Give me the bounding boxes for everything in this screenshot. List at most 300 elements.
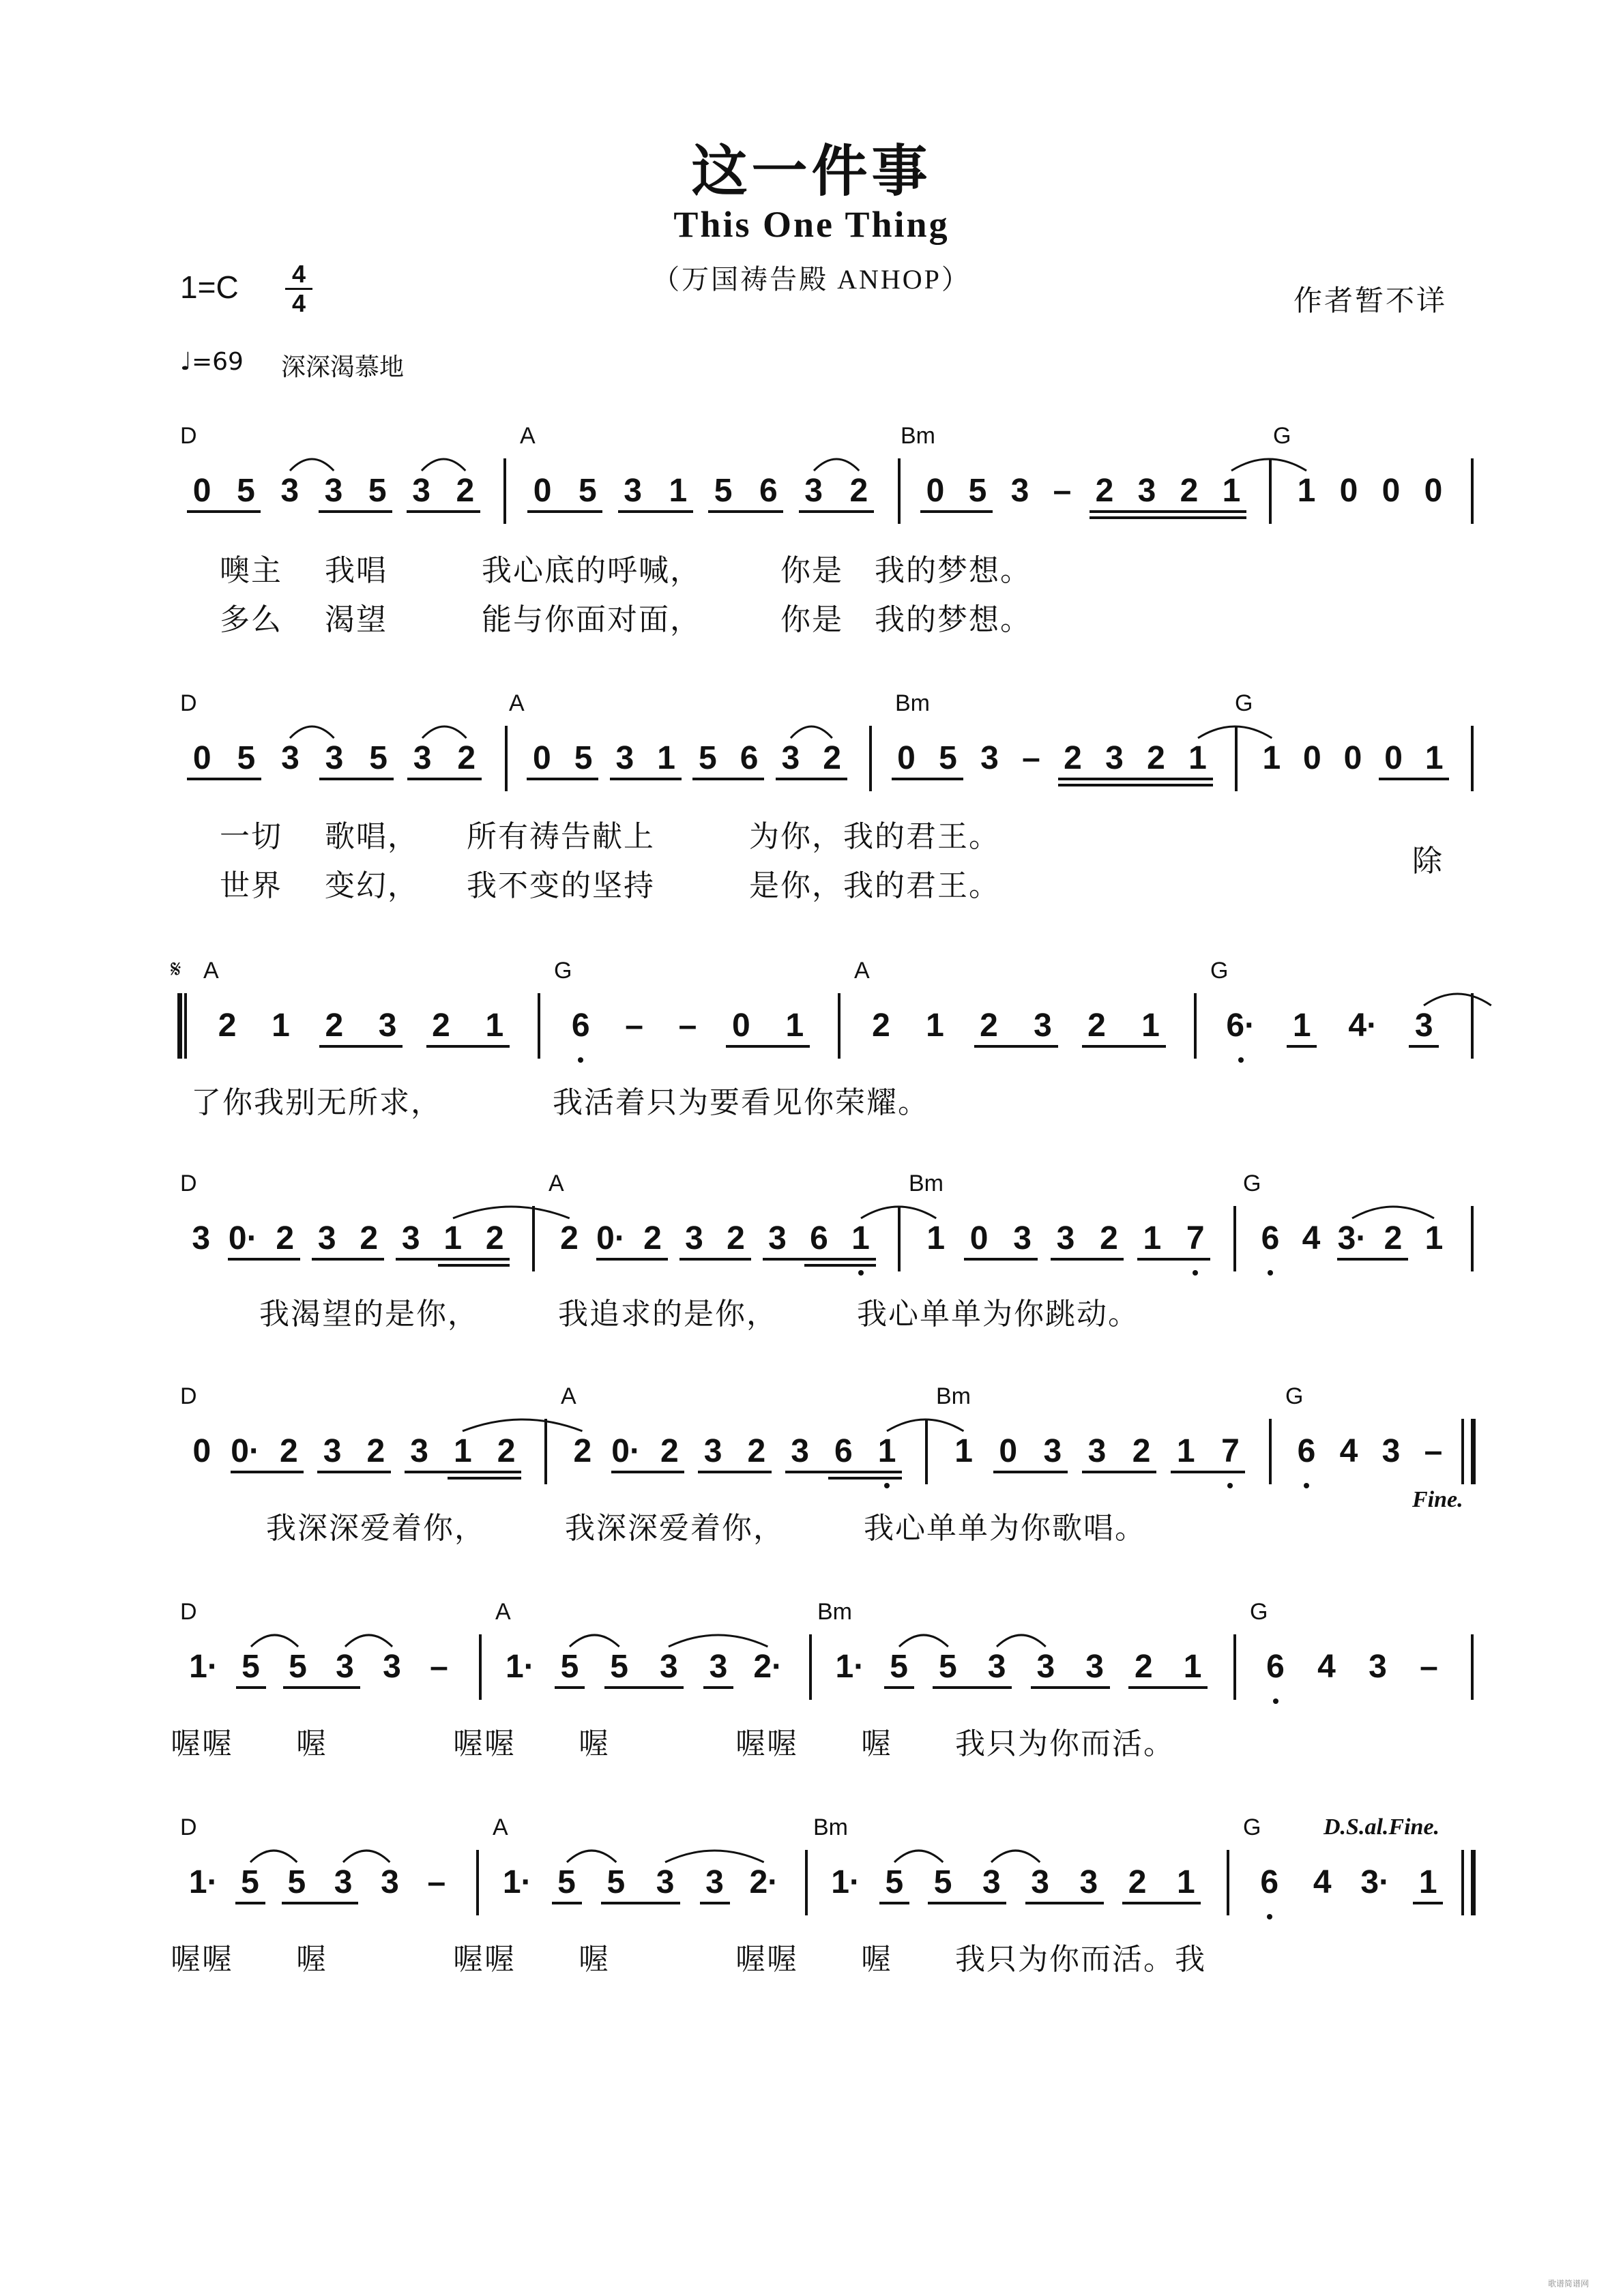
slur xyxy=(811,447,862,475)
chord-symbol: D xyxy=(180,1171,197,1196)
slur xyxy=(896,1623,951,1651)
chord-symbol: D xyxy=(180,423,197,449)
barline xyxy=(898,458,901,524)
slur-curve xyxy=(453,1207,570,1218)
lyric-line: 世界 变幻， 我不变的坚持 是你，我的君王。 xyxy=(220,868,1000,903)
low-octave-dot xyxy=(1268,1270,1273,1276)
duration-underline xyxy=(187,778,261,780)
note: 2 xyxy=(360,1220,379,1256)
note: 2 xyxy=(643,1220,662,1256)
duration-underline xyxy=(1082,1045,1166,1048)
note: 1 xyxy=(1418,1864,1437,1900)
note: 2 xyxy=(497,1433,516,1469)
duration-underline xyxy=(933,1686,1012,1689)
note: 2 xyxy=(432,1007,450,1044)
note: 3 xyxy=(1369,1649,1387,1685)
lyric-line: 我渴望的是你， 我追求的是你， 我心单单为你跳动。 xyxy=(259,1297,1139,1331)
note: 2 xyxy=(1147,740,1165,776)
note: 4 xyxy=(1302,1220,1321,1256)
note: 5 xyxy=(237,473,255,509)
note: 1 xyxy=(954,1433,973,1469)
note: 1 xyxy=(1141,1007,1160,1044)
note: 2 xyxy=(456,473,475,509)
chord-symbol: G xyxy=(1210,958,1229,984)
slur-curve xyxy=(1231,459,1306,471)
note: 1 xyxy=(926,1220,946,1256)
duration-underline xyxy=(426,1045,510,1048)
note: 6 xyxy=(810,1220,828,1256)
note: 5 xyxy=(890,1649,908,1685)
note: 2 xyxy=(1100,1220,1118,1256)
note: 5 xyxy=(560,1649,579,1685)
note: 1· xyxy=(831,1864,860,1900)
duration-underline xyxy=(527,510,602,513)
note: 1 xyxy=(1262,740,1281,776)
note: 3 xyxy=(709,1649,728,1685)
slur-curve xyxy=(1352,1207,1434,1218)
note: 5 xyxy=(968,473,987,509)
low-octave-dot xyxy=(1304,1483,1309,1488)
duration-underline xyxy=(187,510,261,513)
chord-symbol: Bm xyxy=(895,690,930,716)
slur-curve xyxy=(1198,726,1272,738)
song-author: 作者暂不详 xyxy=(1293,284,1447,317)
barline xyxy=(1194,993,1197,1059)
barline xyxy=(805,1850,808,1915)
note: 3· xyxy=(1337,1220,1367,1256)
duration-underline xyxy=(228,1258,300,1261)
slur xyxy=(419,447,468,475)
note: – xyxy=(678,1007,697,1044)
note: 2 xyxy=(747,1433,766,1469)
chord-symbol: G xyxy=(1250,1599,1268,1625)
slur xyxy=(884,1408,966,1435)
slur xyxy=(420,715,469,742)
slur-curve xyxy=(290,459,334,471)
chord-symbol: Bm xyxy=(817,1599,852,1625)
chord-symbol: A xyxy=(493,1814,508,1840)
duration-underline xyxy=(785,1471,903,1473)
note: 5 xyxy=(939,1649,957,1685)
duration-underline xyxy=(1122,1902,1201,1904)
slur-curve xyxy=(290,726,334,738)
note: 2 xyxy=(980,1007,998,1044)
note: 3 xyxy=(656,1864,675,1900)
note: 1 xyxy=(485,1007,504,1044)
duration-underline xyxy=(1058,784,1213,786)
barline xyxy=(505,726,508,791)
note: 1· xyxy=(502,1864,532,1900)
duration-underline xyxy=(1090,510,1246,513)
note: 2 xyxy=(366,1433,385,1469)
chord-symbol: G xyxy=(1243,1171,1261,1196)
note: 2 xyxy=(1180,473,1199,509)
note: 6 xyxy=(834,1433,853,1469)
note: 5 xyxy=(369,740,388,776)
duration-underline xyxy=(1031,1686,1110,1689)
slur xyxy=(989,1839,1042,1866)
slur xyxy=(287,715,337,742)
barline xyxy=(1233,1206,1236,1271)
note: 5 xyxy=(610,1649,628,1685)
note: 2 xyxy=(280,1433,298,1469)
barline xyxy=(1227,1850,1229,1915)
note: 2 xyxy=(823,740,841,776)
note: 6 xyxy=(740,740,759,776)
note: 1 xyxy=(272,1007,290,1044)
slur-curve xyxy=(814,459,859,471)
note: 3 xyxy=(324,473,343,509)
slur-curve xyxy=(991,1851,1040,1862)
note: 0 xyxy=(1339,473,1358,509)
barline xyxy=(1233,1634,1236,1700)
chord-symbol: D xyxy=(180,1383,197,1409)
note: 6 xyxy=(1261,1220,1280,1256)
low-octave-dot xyxy=(1238,1057,1244,1063)
note: 1· xyxy=(835,1649,865,1685)
segno-sign: 𝄋 xyxy=(171,956,181,983)
note: 3 xyxy=(615,740,634,776)
slur xyxy=(248,1623,301,1651)
note: 2 xyxy=(1128,1864,1147,1900)
duration-underline xyxy=(1413,1902,1443,1904)
note: 5 xyxy=(885,1864,904,1900)
note: 3 xyxy=(791,1433,809,1469)
note: 3 xyxy=(323,1433,342,1469)
note: 1 xyxy=(1424,740,1444,776)
low-octave-dot xyxy=(1267,1914,1272,1919)
slur-curve xyxy=(343,1851,390,1862)
slur-curve xyxy=(422,459,465,471)
slur xyxy=(248,1839,299,1866)
note: 5 xyxy=(714,473,733,509)
note: 0 xyxy=(732,1007,750,1044)
slur-curve xyxy=(463,1419,583,1431)
note: 0 xyxy=(192,740,211,776)
duration-underline xyxy=(604,1686,684,1689)
note: 0· xyxy=(611,1433,641,1469)
note: 2 xyxy=(1064,740,1082,776)
note: 0 xyxy=(969,1220,989,1256)
note: 0 xyxy=(1381,473,1401,509)
chord-symbol: A xyxy=(509,690,525,716)
duration-underline xyxy=(920,510,993,513)
note: 2 xyxy=(1087,1007,1106,1044)
duration-underline xyxy=(1051,1258,1124,1261)
duration-underline xyxy=(610,778,682,780)
note: – xyxy=(1022,740,1040,776)
note: 5 xyxy=(939,740,957,776)
lyric-line: 噢主 我唱 我心底的呼喊， 你是 我的梦想。 xyxy=(220,553,1032,588)
duration-underline xyxy=(319,1045,403,1048)
note: – xyxy=(625,1007,643,1044)
note: 6 xyxy=(759,473,778,509)
low-octave-dot xyxy=(884,1483,890,1488)
song-subtitle: This One Thing xyxy=(673,204,950,245)
duration-underline xyxy=(319,510,392,513)
ds-al-fine-marking: D.S.al.Fine. xyxy=(1324,1814,1440,1840)
note: 3 xyxy=(325,740,344,776)
note: 4· xyxy=(1348,1007,1378,1044)
final-barline xyxy=(1461,1850,1464,1915)
song-title: 这一件事 xyxy=(691,139,932,204)
duration-underline xyxy=(776,778,847,780)
note: 3 xyxy=(659,1649,678,1685)
note: 6 xyxy=(1297,1433,1316,1469)
duration-underline xyxy=(1137,1258,1210,1261)
note: 0 xyxy=(1384,740,1403,776)
tempo-marking: ♩=69 xyxy=(180,348,244,376)
note: 3 xyxy=(281,740,299,776)
note: 1 xyxy=(1176,1433,1195,1469)
note: 1 xyxy=(1424,1220,1444,1256)
duration-underline xyxy=(283,1686,360,1689)
note: 2· xyxy=(753,1649,783,1685)
chord-symbol: Bm xyxy=(909,1171,944,1196)
note: 2 xyxy=(560,1220,579,1256)
note: 1 xyxy=(926,1007,944,1044)
low-octave-dot xyxy=(858,1270,864,1276)
slur xyxy=(858,1195,939,1222)
note: 3 xyxy=(381,1864,399,1900)
note: 2 xyxy=(1384,1220,1403,1256)
note: 0 xyxy=(192,1433,211,1469)
chord-symbol: G xyxy=(1235,690,1253,716)
duration-underline xyxy=(993,1471,1068,1473)
meter-top: 4 xyxy=(291,260,306,288)
duration-underline xyxy=(552,1902,582,1904)
slur xyxy=(340,1839,392,1866)
note: 5 xyxy=(557,1864,576,1900)
note: 5 xyxy=(574,740,593,776)
duration-underline xyxy=(1379,778,1450,780)
barline xyxy=(838,993,840,1059)
note: 1 xyxy=(1297,473,1316,509)
note: 7 xyxy=(1221,1433,1240,1469)
lyric-line: 喔喔 喔 喔喔 喔 喔喔 喔 我只为你而活。我 xyxy=(171,1942,1206,1977)
slur xyxy=(460,1408,585,1435)
note: 3 xyxy=(1031,1864,1049,1900)
note: – xyxy=(1420,1649,1438,1685)
slur-curve xyxy=(422,726,467,738)
note: – xyxy=(430,1649,448,1685)
note: 7 xyxy=(1186,1220,1205,1256)
chord-symbol: G xyxy=(1243,1814,1261,1840)
slur xyxy=(666,1623,770,1651)
note: 4 xyxy=(1339,1433,1358,1469)
barline xyxy=(1471,458,1474,524)
slur-curve xyxy=(899,1635,948,1647)
expression-marking: 深深渴慕地 xyxy=(281,353,405,381)
note: 3 xyxy=(1381,1433,1401,1469)
note: 3 xyxy=(413,740,432,776)
duration-underline xyxy=(799,510,874,513)
note: 1· xyxy=(505,1649,535,1685)
chord-symbol: A xyxy=(520,423,536,449)
low-octave-dot xyxy=(578,1057,583,1063)
note: 5 xyxy=(579,473,597,509)
duration-underline xyxy=(700,1902,730,1904)
lyric-line: 一切 歌唱， 所有祷告献上 为你，我的君王。 xyxy=(220,819,1000,854)
slur-curve xyxy=(887,1419,963,1431)
duration-underline xyxy=(236,1686,266,1689)
note: 3· xyxy=(1360,1864,1390,1900)
slur-curve xyxy=(894,1851,943,1862)
note: 1 xyxy=(1292,1007,1311,1044)
footer-watermark: 歌谱简谱网 xyxy=(1547,2279,1589,2288)
duration-underline xyxy=(692,778,764,780)
duration-underline xyxy=(235,1902,265,1904)
chord-symbol: G xyxy=(554,958,572,984)
note: 2 xyxy=(457,740,476,776)
fine-marking: Fine. xyxy=(1412,1487,1463,1512)
slur-curve xyxy=(251,1635,298,1647)
duration-underline xyxy=(964,1258,1037,1261)
note: 3 xyxy=(1036,1649,1055,1685)
duration-underline xyxy=(892,778,963,780)
meter-bottom: 4 xyxy=(291,289,306,317)
chord-symbol: G xyxy=(1285,1383,1304,1409)
duration-underline xyxy=(928,1902,1006,1904)
note: 3 xyxy=(280,473,299,509)
duration-underline xyxy=(596,1258,668,1261)
slur xyxy=(662,1839,767,1866)
note: 1 xyxy=(877,1433,896,1469)
lyric-line: 我深深爱着你， 我深深爱着你， 我心单单为你歌唱。 xyxy=(266,1511,1146,1546)
slur-curve xyxy=(861,1207,936,1218)
lyric-line: 了你我别无所求， 我活着只为要看见你荣耀。 xyxy=(191,1085,929,1120)
note: 2 xyxy=(485,1220,504,1256)
chord-symbol: Bm xyxy=(901,423,935,449)
note: 2 xyxy=(1095,473,1114,509)
note: 3 xyxy=(334,1864,353,1900)
note: 3 xyxy=(703,1433,722,1469)
note: 1· xyxy=(188,1864,218,1900)
slur xyxy=(1421,982,1494,1010)
note: 3 xyxy=(624,473,642,509)
note: 6 xyxy=(571,1007,590,1044)
note: 3 xyxy=(383,1649,401,1685)
barline xyxy=(869,726,872,791)
note: 2 xyxy=(660,1433,679,1469)
lyric-line: 多么 渴望 能与你面对面， 你是 我的梦想。 xyxy=(220,602,1032,637)
note: 3 xyxy=(987,1649,1006,1685)
note: – xyxy=(427,1864,446,1900)
slur xyxy=(1229,447,1309,475)
slur-curve xyxy=(345,1635,392,1647)
note: 2 xyxy=(727,1220,745,1256)
chord-symbol: D xyxy=(180,1814,197,1840)
duration-underline xyxy=(438,1264,510,1267)
note: 2 xyxy=(218,1007,237,1044)
note: 1 xyxy=(785,1007,804,1044)
note: 3 xyxy=(410,1433,428,1469)
note: 3 xyxy=(1105,740,1124,776)
lyric-line: 喔喔 喔 喔喔 喔 喔喔 喔 我只为你而活。 xyxy=(171,1726,1175,1761)
note: 1 xyxy=(1177,1864,1195,1900)
note: 3 xyxy=(705,1864,724,1900)
note: 3 xyxy=(1137,473,1156,509)
duration-underline xyxy=(611,1471,685,1473)
key-signature: 1=C xyxy=(180,269,239,305)
slur-curve xyxy=(997,1635,1046,1647)
barline xyxy=(479,1634,482,1700)
slur xyxy=(342,1623,395,1651)
duration-underline xyxy=(1287,1045,1317,1048)
note: 0 xyxy=(1303,740,1321,776)
slur-curve xyxy=(1424,994,1491,1005)
slur-curve xyxy=(665,1851,764,1862)
note: 0 xyxy=(192,473,211,509)
note: 0 xyxy=(999,1433,1018,1469)
song-source: （万国祷告殿 ANHOP） xyxy=(652,264,971,295)
note: 2 xyxy=(276,1220,295,1256)
note: 1 xyxy=(1188,740,1207,776)
note: 3 xyxy=(685,1220,703,1256)
note: 1 xyxy=(851,1220,870,1256)
duration-underline xyxy=(527,778,598,780)
duration-underline xyxy=(763,1258,876,1261)
duration-underline xyxy=(1409,1045,1439,1048)
duration-underline xyxy=(1171,1471,1245,1473)
note: 3 xyxy=(982,1864,1001,1900)
note: 0 xyxy=(1343,740,1362,776)
duration-underline xyxy=(282,1902,358,1904)
duration-underline xyxy=(1128,1686,1208,1689)
duration-underline xyxy=(1082,1471,1156,1473)
time-signature xyxy=(285,262,312,316)
slur xyxy=(788,715,835,742)
note: 5 xyxy=(287,1864,306,1900)
slur xyxy=(994,1623,1049,1651)
barline xyxy=(809,1634,812,1700)
duration-underline xyxy=(828,1477,902,1480)
duration-underline xyxy=(407,778,482,780)
note: 3 xyxy=(317,1220,336,1256)
duration-underline xyxy=(1058,778,1213,780)
duration-underline xyxy=(698,1471,772,1473)
slur xyxy=(1349,1195,1437,1222)
note: 0 xyxy=(897,740,916,776)
note: 3 xyxy=(980,740,999,776)
duration-underline xyxy=(884,1686,914,1689)
barline xyxy=(503,458,506,524)
duration-underline xyxy=(804,1264,876,1267)
duration-underline xyxy=(312,1258,384,1261)
note: 0· xyxy=(231,1433,260,1469)
note: 1· xyxy=(189,1649,218,1685)
note: 3 xyxy=(1079,1864,1098,1900)
note: 1 xyxy=(443,1220,463,1256)
duration-underline xyxy=(407,510,480,513)
note: – xyxy=(1424,1433,1443,1469)
barline xyxy=(538,993,540,1059)
duration-underline xyxy=(405,1471,522,1473)
duration-underline xyxy=(317,1471,391,1473)
barline xyxy=(1471,1634,1474,1700)
note: 0 xyxy=(533,473,552,509)
note: 2 xyxy=(325,1007,344,1044)
chord-symbol: A xyxy=(561,1383,576,1409)
note: 6· xyxy=(1226,1007,1256,1044)
duration-underline xyxy=(601,1902,680,1904)
note: 2 xyxy=(872,1007,890,1044)
slur-curve xyxy=(669,1635,767,1647)
duration-underline xyxy=(1025,1902,1104,1904)
duration-underline xyxy=(555,1686,585,1689)
note: 2 xyxy=(573,1433,592,1469)
duration-underline xyxy=(1337,1258,1408,1261)
